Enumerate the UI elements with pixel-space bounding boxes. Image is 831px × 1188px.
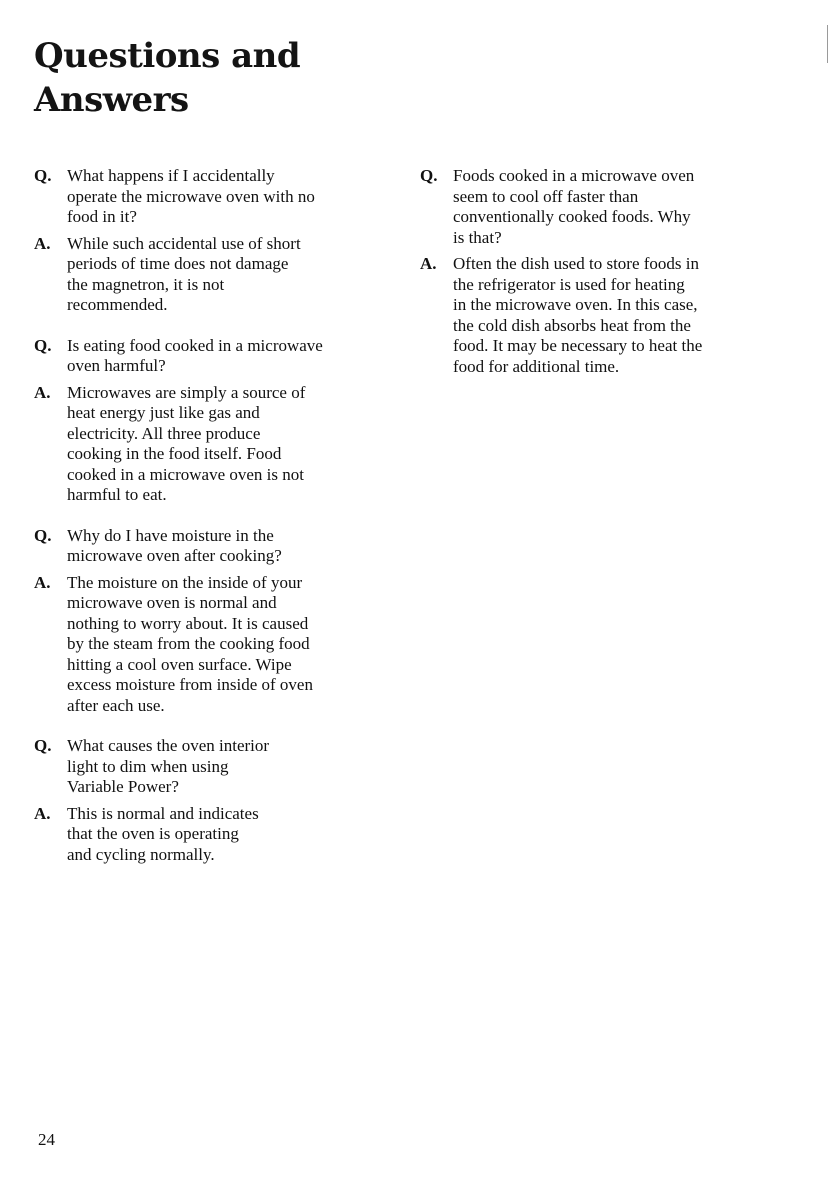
answer-row [420,254,750,377]
question-text: What happens if I accidentally operate the microwave oven with no food in it? [67,166,315,226]
left-column [34,166,364,885]
qa-block-light-dim [34,736,364,865]
answer-row [34,383,364,506]
question-text: Is eating food cooked in a microwave oven harmful? [67,335,323,375]
question-label: Q. [34,525,52,545]
qa-block-moisture [34,526,364,717]
qa-block-cool-off [420,166,750,377]
page-title-line-1: Questions and [34,36,301,76]
qa-block-empty-oven [34,166,364,316]
page-title [34,34,300,122]
question-text: What causes the oven interior light to dim when using Variable Power? [67,736,270,796]
answer-row [34,573,364,717]
question-label: Q. [420,166,438,185]
question-row [34,166,364,228]
question-label: Q. [34,166,52,185]
question-label: Q. [34,736,52,755]
answer-text: Often the dish used to store foods in the refrigerator is used for heating in the microwave oven. In this case, the cold dish absorbs heat from the food. It may be necessary to heat the food for additional time. [453,254,703,376]
answer-row [34,234,364,316]
question-row [34,336,364,377]
question-text: Foods cooked in a microwave oven seem to cool off faster than conventionally cooked foods. Why is that? [453,166,695,247]
page-edge-mark [827,25,828,63]
question-row [420,166,750,248]
answer-label: A. [420,254,437,273]
page-number: 24 [38,1130,55,1149]
answer-text: Microwaves are simply a source of heat energy just like gas and electricity. All three produce cooking in the food itself. Food cooked in a microwave oven is not harmful to eat. [67,382,306,504]
question-text: Why do I have moisture in the microwave oven after cooking? [67,525,282,565]
answer-label: A. [34,572,51,592]
answer-label: A. [34,382,51,402]
answer-row [34,804,364,866]
answer-text: The moisture on the inside of your microwave oven is normal and nothing to worry about. It is caused by the steam from the cooking food hitting a cool oven surface. Wipe excess moisture from inside of oven after each use. [67,572,313,715]
question-label: Q. [34,335,52,355]
answer-text: This is normal and indicates that the oven is operating and cycling normally. [67,803,259,864]
answer-text: While such accidental use of short periods of time does not damage the magnetron, it is not recommended. [67,233,301,314]
answer-label: A. [34,233,51,253]
answer-label: A. [34,803,51,823]
question-row [34,736,364,798]
qa-block-harmful-food [34,336,364,506]
right-column [420,166,750,397]
question-row [34,526,364,567]
page-title-line-2: Answers [34,80,189,120]
